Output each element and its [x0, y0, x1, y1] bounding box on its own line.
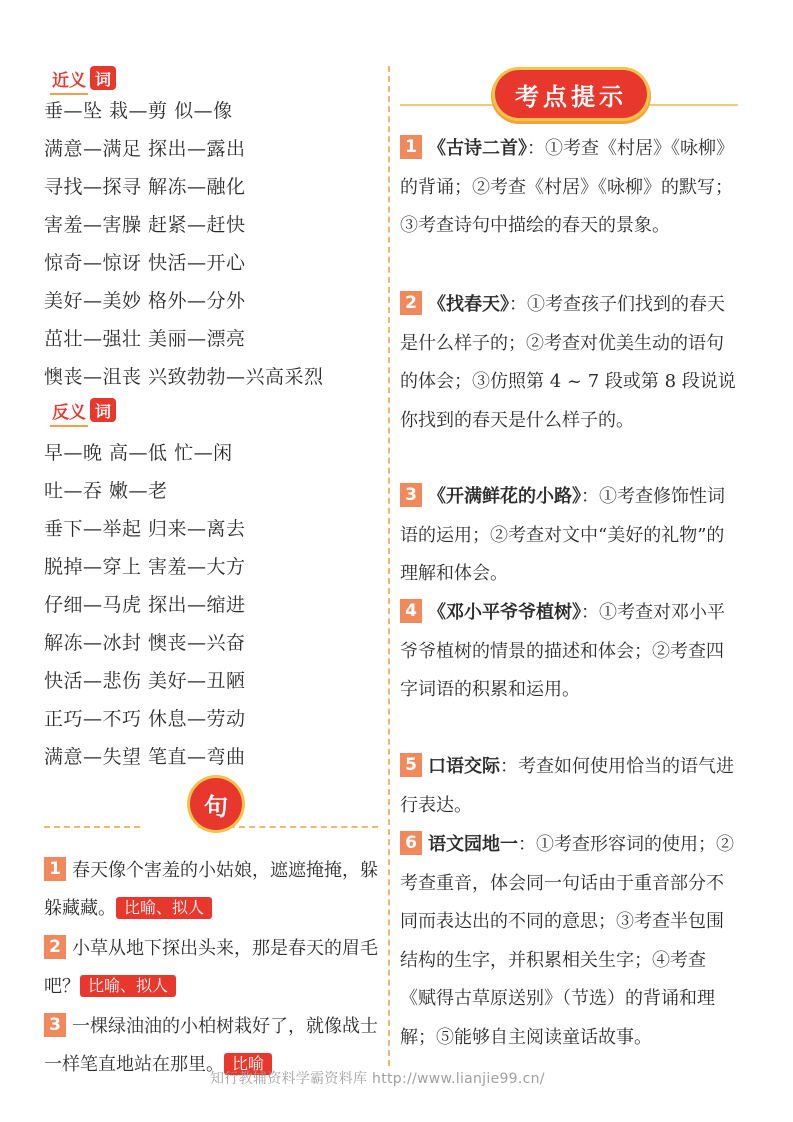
exam-point-title: 语文园地一 — [428, 834, 518, 855]
exam-point-number: 4 — [400, 599, 422, 623]
sentence-text: 小草从地下探出头来，那是春天的眉毛吧？ — [44, 938, 378, 997]
exam-point-item — [400, 130, 740, 246]
exam-point-number: 1 — [400, 135, 422, 159]
rhetoric-badge: 比喻、拟人 — [116, 897, 212, 919]
exam-point-text: ：①考查对邓小平爷爷植树的情景的描述和体会；②考查四字词语的积累和运用。 — [400, 602, 725, 700]
synonyms-heading-label: 近义 — [44, 66, 90, 91]
antonyms-heading-box: 词 — [90, 398, 116, 422]
exam-point-title: 《开满鲜花的小路》 — [428, 486, 581, 507]
sentence-text: 一棵绿油油的小柏树栽好了，就像战士一样笔直地站在那里。 — [44, 1016, 378, 1075]
exam-point-text: ：①考查形容词的使用；②考查重音，体会同一句话由于重音部分不同而表达出的不同的意思；③考查半包围结构的生字，并积累相关生字；④考查《赋得古草原送别》（节选）的背诵和理解；⑤能够自主阅读童话故事。 — [400, 834, 734, 1048]
exam-point-item — [400, 826, 740, 1057]
rhetoric-badge: 比喻、拟人 — [80, 975, 176, 997]
exam-point-text: ：考查如何使用恰当的语气进行表达。 — [400, 756, 734, 816]
exam-point-item — [400, 478, 740, 594]
antonym-row: 快活—悲伤 美好—丑陋 — [44, 670, 246, 692]
exam-point-text: ：①考查《村居》《咏柳》的背诵；②考查《村居》《咏柳》的默写；③考查诗句中描绘的春天的景象。 — [400, 138, 734, 236]
exam-point-title: 口语交际 — [428, 756, 500, 777]
synonym-row: 美好—美妙 格外—分外 — [44, 290, 246, 312]
synonym-row: 惊奇—惊讶 快活—开心 — [44, 252, 246, 274]
synonym-row: 懊丧—沮丧 兴致勃勃—兴高采烈 — [44, 366, 324, 388]
synonym-row: 垂—坠 栽—剪 似—像 — [44, 100, 233, 122]
sentence-rule-left — [44, 826, 140, 828]
exam-point-item — [400, 748, 740, 825]
antonyms-heading — [44, 398, 116, 422]
synonym-row: 茁壮—强壮 美丽—漂亮 — [44, 328, 246, 350]
exam-point-number: 3 — [400, 483, 422, 507]
exam-points-heading: 考点提示 — [495, 70, 647, 118]
antonyms-heading-label: 反义 — [44, 398, 90, 423]
exam-point-item — [400, 286, 740, 440]
sentence-number: 3 — [44, 1013, 66, 1037]
sentences-heading: 句 — [190, 778, 242, 830]
exam-point-number: 6 — [400, 831, 422, 855]
exam-point-number: 2 — [400, 291, 422, 315]
sentence-item — [44, 852, 384, 928]
synonyms-heading-box: 词 — [90, 66, 116, 90]
column-divider — [388, 66, 390, 1066]
antonym-row: 脱掉—穿上 害羞—大方 — [44, 556, 246, 578]
sentence-item — [44, 930, 384, 1006]
antonym-row: 早—晚 高—低 忙—闲 — [44, 442, 233, 464]
exam-point-text: ：①考查修饰性词语的运用；②考查对文中“美好的礼物”的理解和体会。 — [400, 486, 725, 584]
exam-point-title: 《古诗二首》 — [428, 138, 527, 159]
antonym-row: 吐—吞 嫩—老 — [44, 480, 168, 502]
exam-point-number: 5 — [400, 753, 422, 777]
rhetoric-badge: 比喻 — [224, 1053, 272, 1075]
synonyms-heading — [44, 66, 116, 90]
synonym-row: 满意—满足 探出—露出 — [44, 138, 246, 160]
exam-point-title: 《找春天》 — [428, 294, 509, 315]
antonym-row: 满意—失望 笔直—弯曲 — [44, 746, 246, 768]
sentence-number: 2 — [44, 935, 66, 959]
sentence-text: 春天像个害羞的小姑娘，遮遮掩掩，躲躲藏藏。 — [44, 860, 378, 919]
exam-point-item — [400, 594, 740, 710]
synonym-row: 害羞—害臊 赶紧—赶快 — [44, 214, 246, 236]
antonym-row: 垂下—举起 归来—离去 — [44, 518, 246, 540]
exam-point-title: 《邓小平爷爷植树》 — [428, 602, 581, 623]
antonym-row: 正巧—不巧 休息—劳动 — [44, 708, 246, 730]
sentence-number: 1 — [44, 857, 66, 881]
exam-point-text: ：①考查孩子们找到的春天是什么样子的；②考查对优美生动的语句的体会；③仿照第 4 ~ 7 段或第 8 段说说你找到的春天是什么样子的。 — [400, 294, 736, 431]
antonym-row: 仔细—马虎 探出—缩进 — [44, 594, 246, 616]
watermark-footer: 知行教辅资料学霸资料库 http://www.lianjie99.cn/ — [210, 1071, 545, 1087]
synonym-row: 寻找—探寻 解冻—融化 — [44, 176, 246, 198]
antonym-row: 解冻—冰封 懊丧—兴奋 — [44, 632, 246, 654]
